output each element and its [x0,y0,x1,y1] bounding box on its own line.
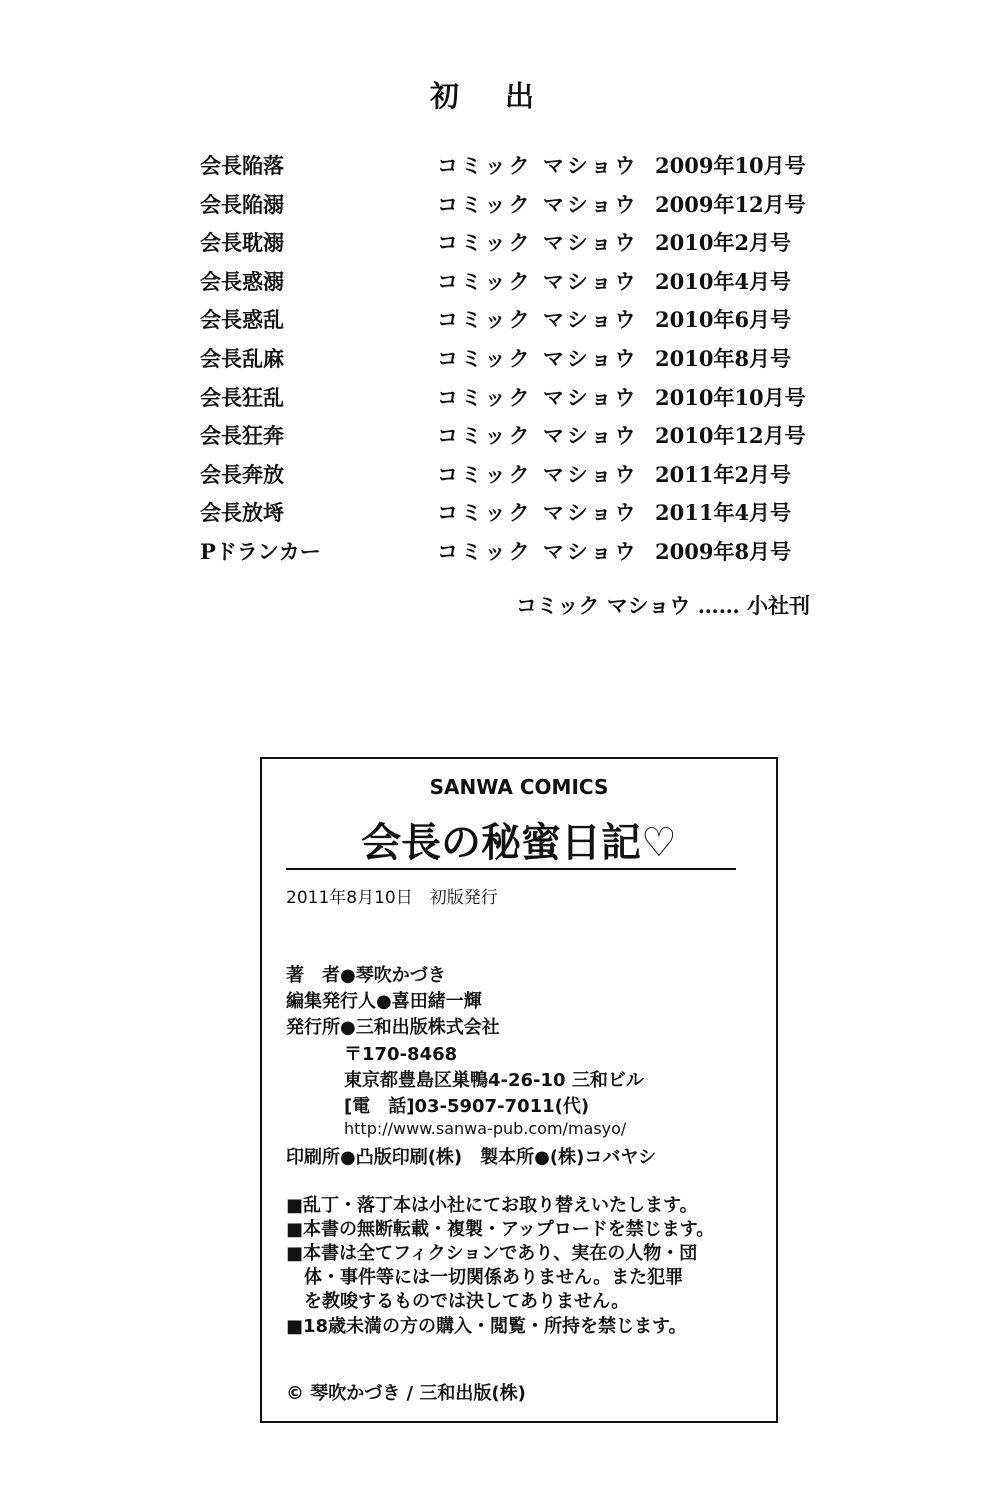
story-title: 会長陥落 [200,153,284,178]
issue-date: 2010年10月号 [655,384,806,410]
story-title: 会長狂奔 [200,423,284,449]
first-appearance-row [0,536,982,566]
notice: ■本書の無断転載・複製・アップロードを禁じます。 [286,1219,715,1240]
notice: ■本書は全てフィクションであり、実在の人物・団 [286,1243,698,1264]
publisher-note: コミック マショウ …… 小社刊 [515,593,810,618]
notice: ■乱丁・落丁本は小社にてお取り替えいたします。 [286,1195,698,1216]
story-title: 会長耽溺 [200,230,284,256]
issue-date: 2010年2月号 [655,230,792,256]
magazine-name: コミック マショウ [437,191,639,217]
magazine-name: コミック マショウ [437,346,639,371]
postal-code: 〒170-8468 [344,1044,458,1065]
issue-date: 2010年6月号 [655,307,792,333]
magazine-name: コミック マショウ [437,539,639,564]
magazine-name: コミック マショウ [437,384,639,410]
printer: 印刷所●凸版印刷(株) 製本所●(株)コバヤシ [286,1147,657,1168]
story-title: 会長乱麻 [200,346,284,371]
phone: [電 話]03-5907-7011(代) [344,1096,590,1117]
copyright: © 琴吹かづき / 三和出版(株) [286,1383,526,1404]
story-title: 会長放埓 [200,500,284,526]
first-appearance-row [0,497,982,527]
first-appearance-row [0,227,982,257]
story-title: Pドランカー [200,539,321,564]
editor: 編集発行人●喜田緒一輝 [286,991,482,1012]
issue-date: 2010年8月号 [655,346,792,371]
issue-date: 2010年4月号 [655,268,792,294]
issue-date: 2010年12月号 [655,423,806,449]
issue-date: 2011年4月号 [655,500,792,526]
first-appearance-row [0,382,982,412]
story-title: 会長陥溺 [200,191,284,217]
publisher: 発行所●三和出版株式会社 [286,1017,500,1038]
book-title: 会長の秘蜜日記♡ [361,819,677,866]
story-title: 会長惑乱 [200,307,284,333]
notice: 体・事件等には一切関係ありません。また犯罪 [286,1267,684,1288]
first-appearance-row [0,304,982,334]
issue-date: 2009年8月号 [655,539,792,564]
story-title: 会長惑溺 [200,268,284,294]
story-title: 会長狂乱 [200,384,284,410]
issue-date: 2009年12月号 [655,191,806,217]
first-appearance-row [0,266,982,296]
first-appearance-row [0,150,982,180]
address: 東京都豊島区巣鴨4-26-10 三和ビル [344,1070,644,1091]
first-appearance-row [0,420,982,450]
title-underline [286,868,736,870]
magazine-name: コミック マショウ [437,230,639,256]
first-appearance-row [0,343,982,373]
magazine-name: コミック マショウ [437,268,639,294]
issue-date: 2009年10月号 [655,153,806,178]
publication-date: 2011年8月10日 初版発行 [286,888,498,908]
website-url[interactable]: http://www.sanwa-pub.com/masyo/ [344,1119,627,1138]
magazine-name: コミック マショウ [437,307,639,333]
issue-date: 2011年2月号 [655,461,792,487]
notice: ■18歳未満の方の購入・閲覧・所持を禁じます。 [286,1316,687,1337]
magazine-name: コミック マショウ [437,423,639,449]
series-name: SANWA COMICS [429,775,609,799]
notice: を教唆するものでは決してありません。 [286,1291,630,1312]
magazine-name: コミック マショウ [437,153,639,178]
story-title: 会長奔放 [200,461,284,487]
magazine-name: コミック マショウ [437,461,639,487]
first-appearance-heading: 初 出 [429,79,553,113]
first-appearance-row [0,189,982,219]
colophon-box [260,757,778,1423]
author: 著 者●琴吹かづき [286,965,446,986]
first-appearance-row [0,459,982,489]
magazine-name: コミック マショウ [437,500,639,526]
